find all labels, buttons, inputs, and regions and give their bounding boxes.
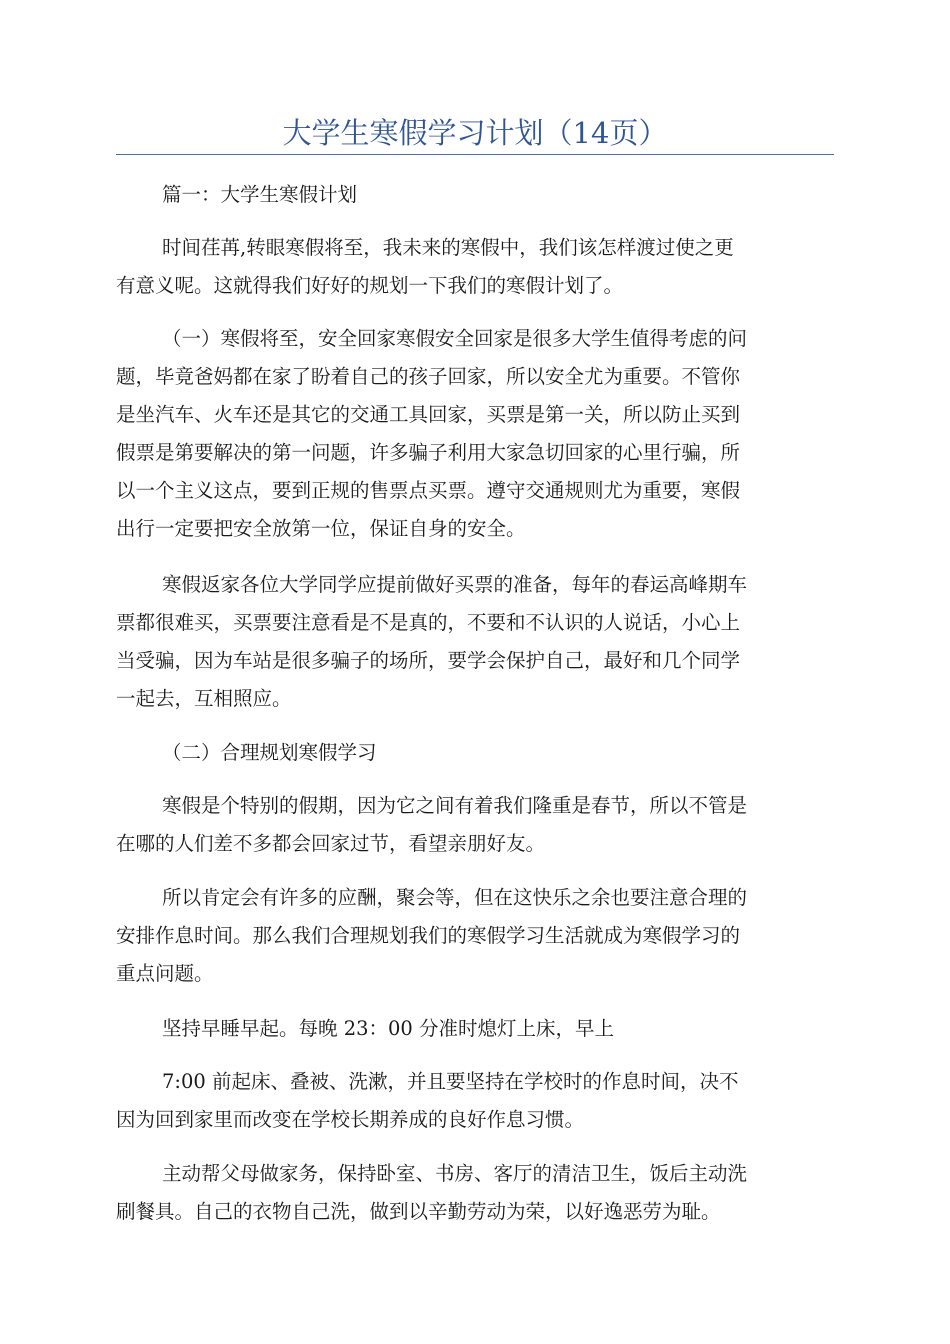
paragraph-line: 以一个主义这点，要到正规的售票点买票。遵守交通规则尤为重要，寒假 (116, 479, 741, 502)
paragraph-3 (116, 320, 834, 548)
paragraph-line: 在哪的人们差不多都会回家过节，看望亲朋好友。 (116, 832, 546, 855)
paragraph-8 (116, 1010, 834, 1048)
paragraph-line: 坚持早睡早起。每晚 23：00 分准时熄灯上床，早上 (162, 1017, 615, 1040)
paragraph-1 (116, 176, 834, 214)
paragraph-4 (116, 566, 834, 718)
paragraph-line: 出行一定要把安全放第一位，保证自身的安全。 (116, 517, 526, 540)
paragraph-line: 因为回到家里而改变在学校长期养成的良好作息习惯。 (116, 1108, 585, 1131)
paragraph-7 (116, 879, 834, 993)
paragraph-line: （一）寒假将至，安全回家寒假安全回家是很多大学生值得考虑的问 (162, 327, 748, 350)
paragraph-9 (116, 1063, 834, 1139)
paragraph-line: 假票是第要解决的第一问题，许多骗子利用大家急切回家的心里行骗，所 (116, 441, 741, 464)
paragraph-line: 有意义呢。这就得我们好好的规划一下我们的寒假计划了。 (116, 274, 624, 297)
paragraph-6 (116, 787, 834, 863)
paragraph-5 (116, 734, 834, 772)
paragraph-line: 重点问题。 (116, 962, 214, 985)
paragraph-line: 当受骗，因为车站是很多骗子的场所，要学会保护自己，最好和几个同学 (116, 649, 741, 672)
paragraph-line: （二）合理规划寒假学习 (162, 741, 377, 764)
paragraph-line: 寒假是个特别的假期，因为它之间有着我们隆重是春节，所以不管是 (162, 794, 748, 817)
document-title: 大学生寒假学习计划（14页） (282, 116, 668, 150)
paragraph-line: 一起去，互相照应。 (116, 687, 292, 710)
paragraph-line: 安排作息时间。那么我们合理规划我们的寒假学习生活就成为寒假学习的 (116, 924, 741, 947)
paragraph-line: 是坐汽车、火车还是其它的交通工具回家，买票是第一关，所以防止买到 (116, 403, 741, 426)
paragraph-line: 时间荏苒,转眼寒假将至，我未来的寒假中，我们该怎样渡过使之更 (162, 236, 734, 259)
paragraph-10 (116, 1155, 834, 1231)
title-underline (116, 154, 834, 155)
paragraph-line: 所以肯定会有许多的应酬，聚会等，但在这快乐之余也要注意合理的 (162, 886, 748, 909)
paragraph-line: 篇一：大学生寒假计划 (162, 183, 358, 206)
paragraph-line: 7:00 前起床、叠被、洗漱，并且要坚持在学校时的作息时间，决不 (162, 1070, 739, 1093)
paragraph-2 (116, 229, 834, 305)
paragraph-line: 刷餐具。自己的衣物自己洗，做到以辛勤劳动为荣，以好逸恶劳为耻。 (116, 1200, 721, 1223)
paragraph-line: 寒假返家各位大学同学应提前做好买票的准备，每年的春运高峰期车 (162, 573, 748, 596)
paragraph-line: 题，毕竟爸妈都在家了盼着自己的孩子回家，所以安全尤为重要。不管你 (116, 365, 741, 388)
paragraph-line: 票都很难买，买票要注意看是不是真的，不要和不认识的人说话，小心上 (116, 611, 741, 634)
paragraph-line: 主动帮父母做家务，保持卧室、书房、客厅的清洁卫生，饭后主动洗 (162, 1162, 748, 1185)
